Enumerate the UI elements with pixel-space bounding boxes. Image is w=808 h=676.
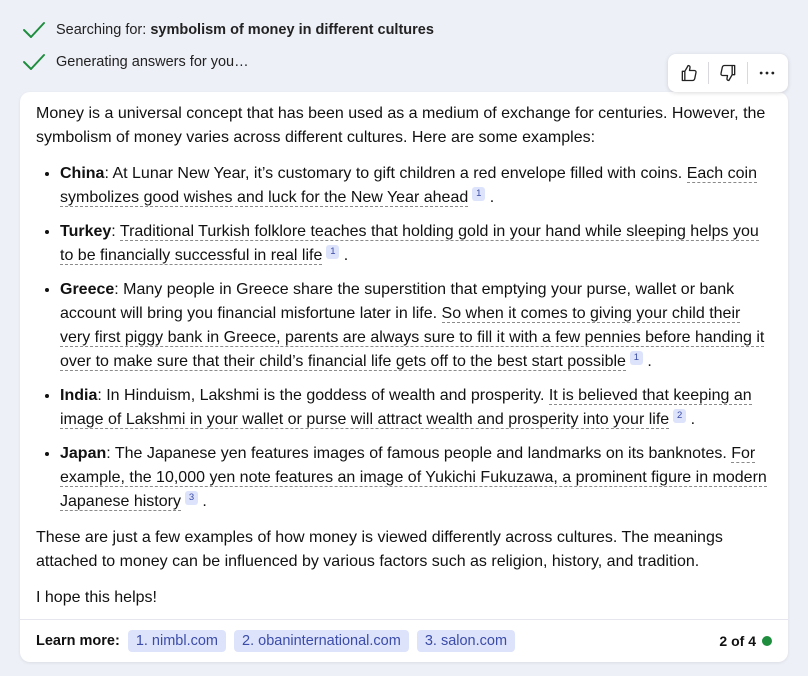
cited-text[interactable]: So when it comes to giving your child their very first piggy bank in Greece, parents are always sure to fill it with a few pennies before handing it over to make sure that their child’s financial life gets off to the best start possible <box>60 305 765 370</box>
list-item: • China: At Lunar New Year, it’s customary to gift children a red envelope filled with coins. Each coin symbolizes good wishes and luck for the New Year ahead 1 . <box>60 162 772 210</box>
generating-label: Generating answers for you… <box>56 54 249 70</box>
citation-badge[interactable]: 3 <box>185 491 198 505</box>
response-count-label: 2 of 4 <box>719 633 756 649</box>
country-name: India <box>60 387 98 404</box>
country-name: Greece <box>60 281 115 298</box>
like-button[interactable] <box>672 56 706 90</box>
feedback-bar <box>668 54 788 92</box>
searching-label: Searching for: <box>56 22 151 38</box>
divider <box>708 62 709 84</box>
country-name: Japan <box>60 445 107 462</box>
list-item: • Greece: Many people in Greece share the superstition that emptying your purse, wallet or bank account will bring you financial misfortune later in life. So when it comes to giving your child their very first piggy bank in Greece, parents are always sure to fill it with a few pennies before handing it over to make sure that their child’s financial life gets off to the best start possible 1 . <box>60 278 772 374</box>
thumbs-up-icon <box>679 63 699 83</box>
item-text: : At Lunar New Year, it’s customary to gift children a red envelope filled with coins. <box>104 165 687 182</box>
answer-closing: I hope this helps! <box>36 589 157 606</box>
item-text: : Many people in Greece share the superstition that emptying your purse, wallet or bank account will bring you financial misfortune later in life. <box>60 281 735 322</box>
answer-conclusion: These are just a few examples of how money is viewed differently across cultures. The meanings attached to money can be influenced by various factors such as religion, history, and tradition. <box>36 529 723 570</box>
country-name: Turkey <box>60 223 112 240</box>
list-item: • Japan: The Japanese yen features images of famous people and landmarks on its banknotes. For example, the 10,000 yen note features an image of Yukichi Fukuzawa, a prominent figure in modern Japanese history 3 . <box>60 442 772 514</box>
more-options-button[interactable] <box>750 56 784 90</box>
answer-content <box>20 92 788 610</box>
cited-text[interactable]: Each coin symbolizes good wishes and luck for the New Year ahead <box>60 165 757 206</box>
item-text: : In Hinduism, Lakshmi is the goddess of wealth and prosperity. <box>97 387 549 404</box>
checkmark-icon <box>22 52 48 72</box>
answer-card <box>20 92 788 662</box>
learn-more-bar <box>20 619 788 662</box>
citation-badge[interactable]: 2 <box>673 409 686 423</box>
examples-list <box>36 162 772 514</box>
status-dot-icon <box>762 636 772 646</box>
item-text: : <box>111 223 120 240</box>
item-text: : The Japanese yen features images of famous people and landmarks on its banknotes. <box>106 445 732 462</box>
cited-text[interactable]: For example, the 10,000 yen note features an image of Yukichi Fukuzawa, a prominent figure in modern Japanese history <box>60 445 767 510</box>
answer-intro: Money is a universal concept that has been used as a medium of exchange for centuries. However, the symbolism of money varies across different cultures. Here are some examples: <box>36 105 766 146</box>
list-item: • India: In Hinduism, Lakshmi is the goddess of wealth and prosperity. It is believed that keeping an image of Lakshmi in your wallet or purse will attract wealth and prosperity into your life 2 . <box>60 384 772 432</box>
cited-text[interactable]: Traditional Turkish folklore teaches that holding gold in your hand while sleeping helps you to be financially successful in real life <box>60 223 759 264</box>
thumbs-down-icon <box>718 63 738 83</box>
citation-badge[interactable]: 1 <box>630 351 643 365</box>
citation-badge[interactable]: 1 <box>326 245 339 259</box>
list-item: • Turkey: Traditional Turkish folklore teaches that holding gold in your hand while sleeping helps you to be financially successful in real life 1 . <box>60 220 772 268</box>
learn-more-label: Learn more: <box>36 633 120 649</box>
progress-status <box>22 14 434 78</box>
response-count <box>719 633 772 649</box>
cited-text[interactable]: It is believed that keeping an image of Lakshmi in your wallet or purse will attract wealth and prosperity into your life <box>60 387 752 428</box>
more-horizontal-icon <box>757 63 777 83</box>
progress-generating <box>22 46 434 78</box>
source-link-1[interactable]: 1. nimbl.com <box>128 630 226 652</box>
source-link-3[interactable]: 3. salon.com <box>417 630 515 652</box>
progress-searching <box>22 14 434 46</box>
checkmark-icon <box>22 20 48 40</box>
search-query: symbolism of money in different cultures <box>150 22 434 38</box>
dislike-button[interactable] <box>711 56 745 90</box>
citation-badge[interactable]: 1 <box>472 187 485 201</box>
country-name: China <box>60 165 105 182</box>
divider <box>747 62 748 84</box>
source-link-2[interactable]: 2. obaninternational.com <box>234 630 409 652</box>
